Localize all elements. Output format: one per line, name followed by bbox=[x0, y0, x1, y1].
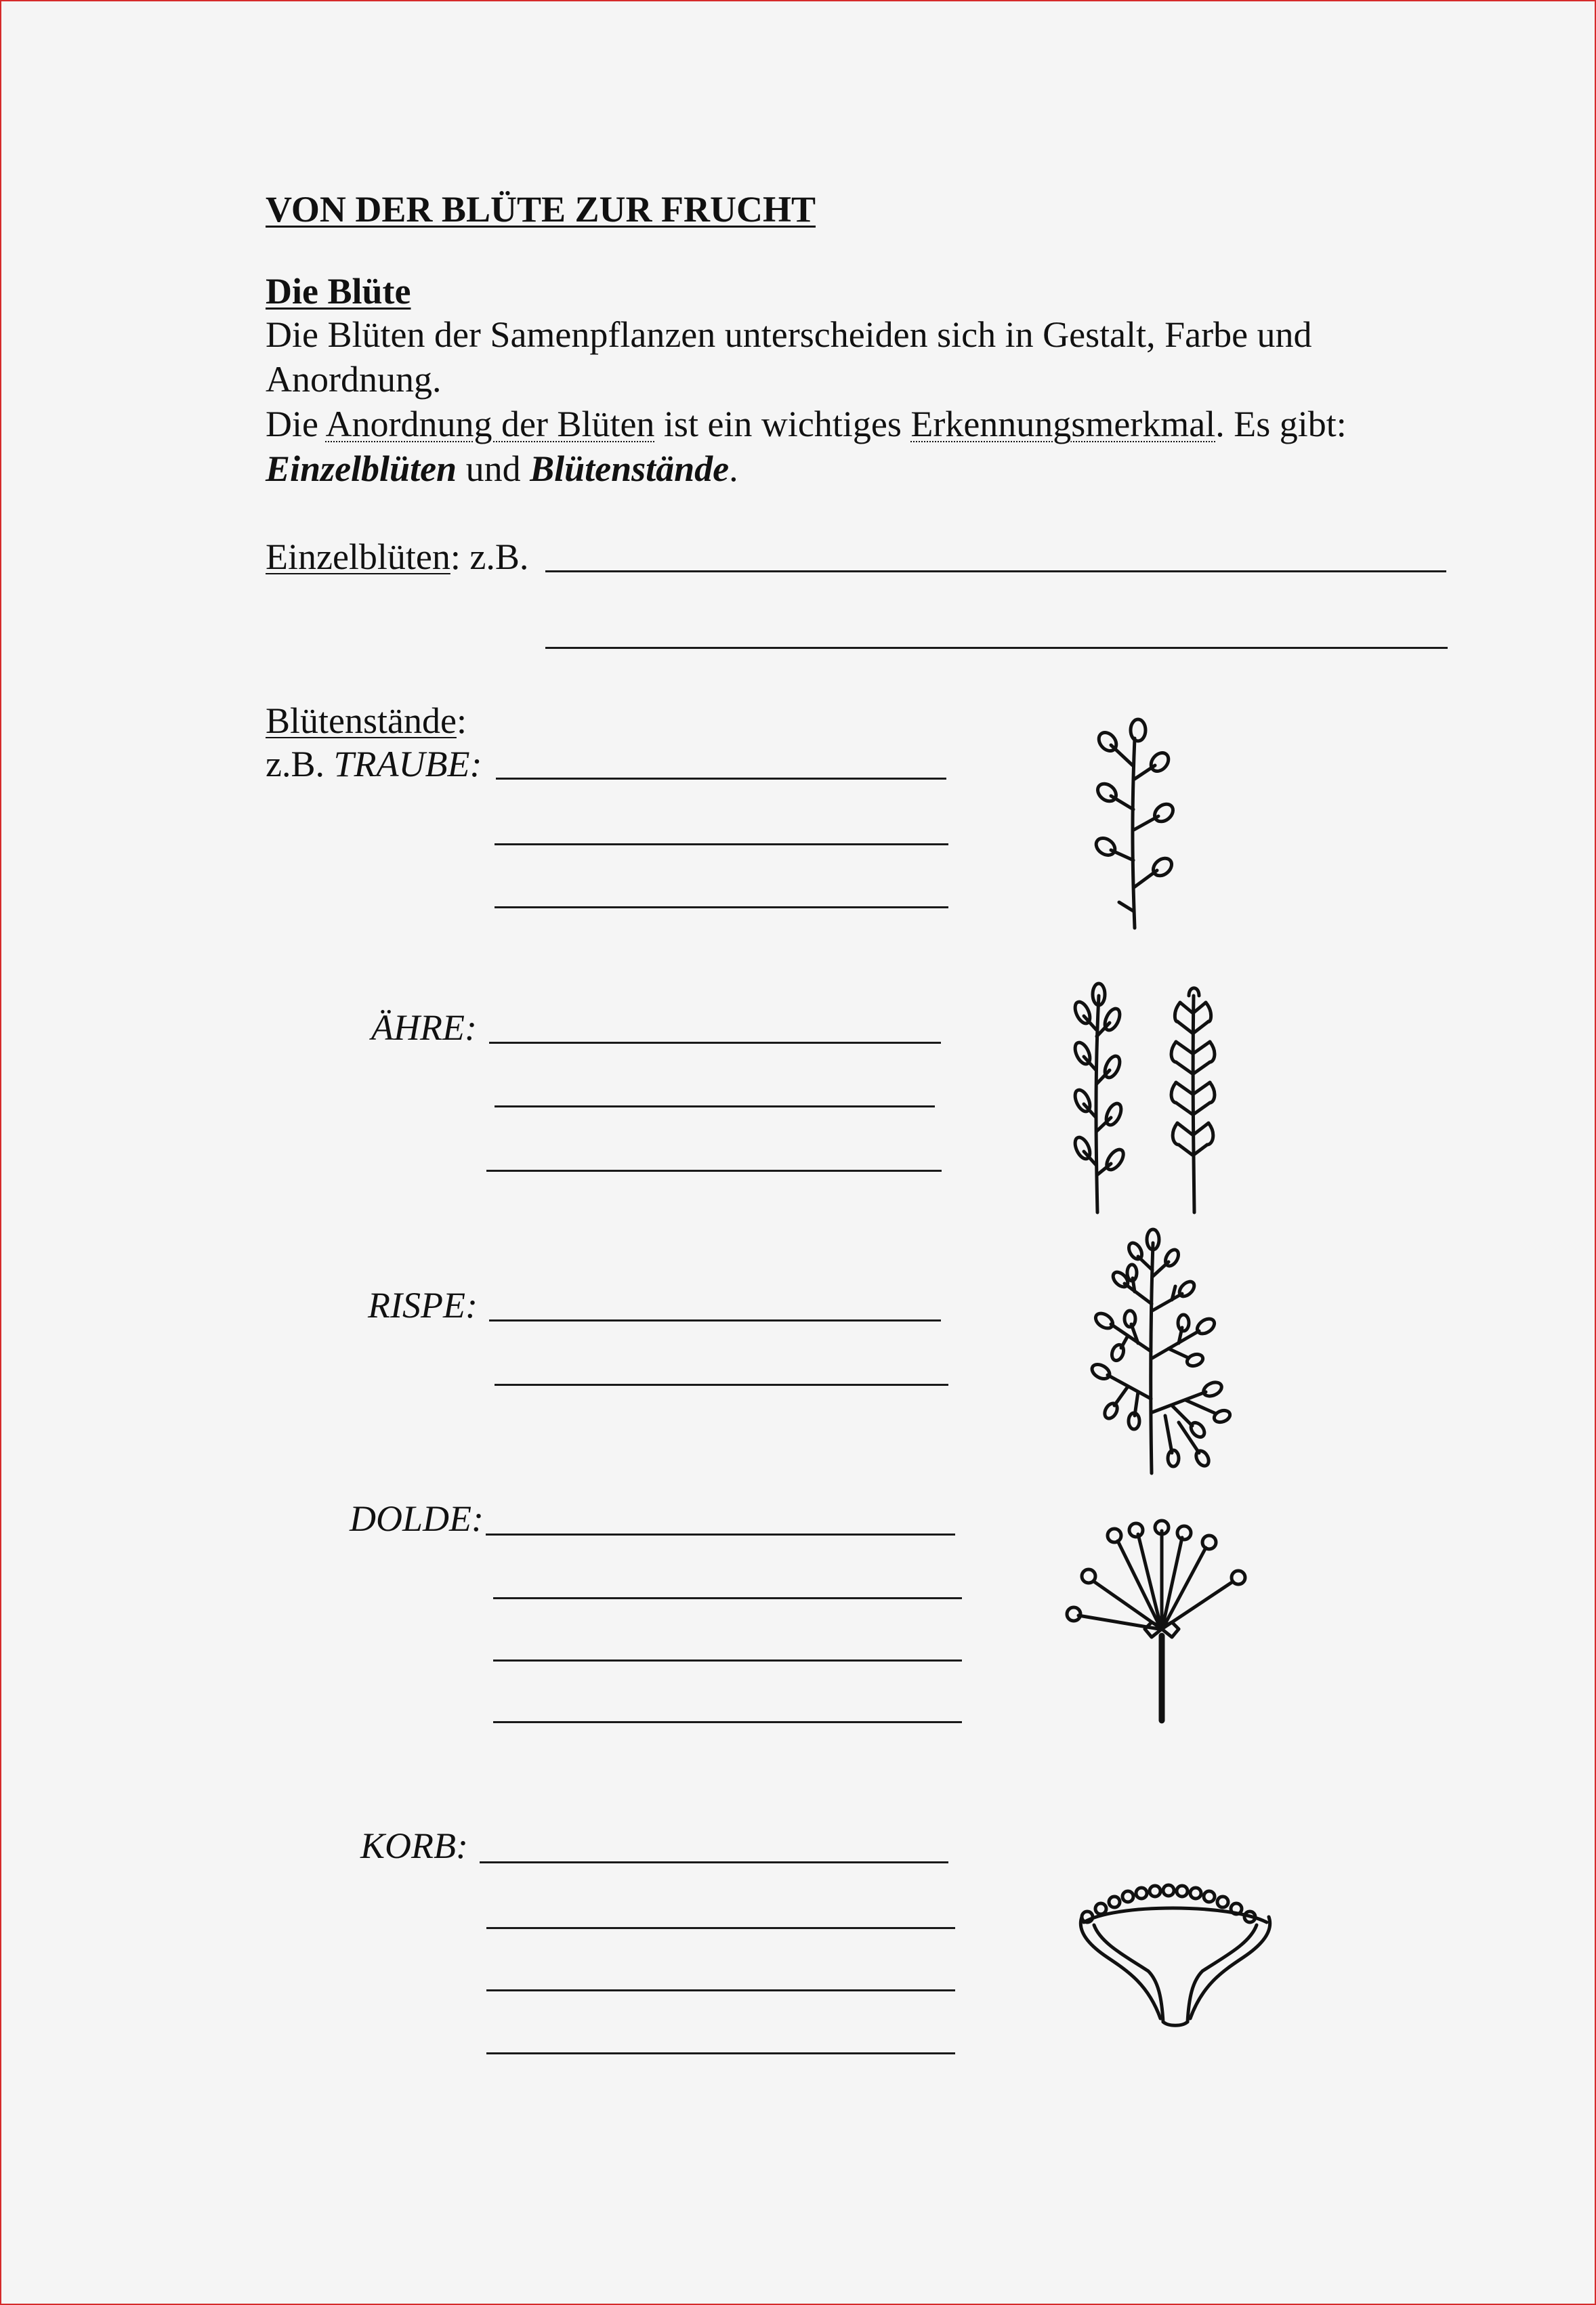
traube-label: TRAUBE: bbox=[333, 744, 482, 784]
dolde-illustration-icon bbox=[1070, 1527, 1253, 1724]
paragraph-line-3-suffix: . Es gibt: bbox=[1215, 404, 1347, 444]
paragraph-line-1: Die Blüten der Samenpflanzen unterscheiden sich in Gestalt, Farbe und bbox=[266, 314, 1312, 355]
bluetenstaende-term: Blütenstände bbox=[266, 700, 457, 741]
traube-answer-line-1[interactable] bbox=[496, 778, 946, 780]
paragraph-line-4-and: und bbox=[465, 448, 521, 489]
einzelblueten-label bbox=[266, 535, 528, 578]
rispe-illustration-icon bbox=[1070, 1229, 1240, 1480]
dolde-label: DOLDE: bbox=[350, 1498, 484, 1539]
korb-answer-line-2[interactable] bbox=[486, 1927, 955, 1929]
aehre-answer-line-1[interactable] bbox=[489, 1042, 941, 1044]
aehre-answer-line-2[interactable] bbox=[495, 1105, 935, 1107]
term-einzelblueten: Einzelblüten bbox=[266, 448, 457, 489]
traube-answer-line-3[interactable] bbox=[495, 906, 948, 908]
korb-answer-line-1[interactable] bbox=[480, 1861, 948, 1863]
paragraph-line-4-end: . bbox=[729, 448, 738, 489]
bluetenstaende-suffix: : bbox=[456, 700, 467, 741]
dolde-answer-line-4[interactable] bbox=[493, 1721, 962, 1723]
aehre-illustration-icon bbox=[1064, 982, 1226, 1219]
rispe-answer-line-2[interactable] bbox=[495, 1384, 948, 1386]
page-title: VON DER BLÜTE ZUR FRUCHT bbox=[266, 189, 816, 230]
term-bluetenstaende: Blütenstände bbox=[530, 448, 730, 489]
traube-zb: z.B. bbox=[266, 744, 324, 784]
einzelblueten-suffix: : z.B. bbox=[450, 536, 529, 577]
dolde-answer-line-1[interactable] bbox=[486, 1534, 955, 1536]
paragraph-line-4 bbox=[266, 447, 738, 490]
aehre-label: ÄHRE: bbox=[371, 1007, 477, 1048]
korb-label: KORB: bbox=[360, 1825, 468, 1866]
term-anordnung: Anordnung der Blüten bbox=[325, 404, 655, 444]
bluetenstaende-label bbox=[266, 699, 467, 742]
korb-illustration-icon bbox=[1074, 1869, 1277, 2032]
aehre-answer-line-3[interactable] bbox=[486, 1170, 942, 1172]
paragraph-line-3 bbox=[266, 402, 1347, 446]
paragraph-line-3-middle: ist ein wichtiges bbox=[663, 404, 902, 444]
rispe-label: RISPE: bbox=[368, 1285, 478, 1326]
dolde-answer-line-2[interactable] bbox=[493, 1597, 962, 1599]
einzelblueten-term: Einzelblüten bbox=[266, 536, 450, 577]
paragraph-line-2: Anordnung. bbox=[266, 359, 442, 400]
rispe-answer-line-1[interactable] bbox=[489, 1319, 941, 1321]
traube-answer-line-2[interactable] bbox=[495, 843, 948, 845]
einzelblueten-answer-line-1[interactable] bbox=[545, 570, 1446, 572]
korb-answer-line-4[interactable] bbox=[486, 2052, 955, 2054]
traube-illustration-icon bbox=[1070, 718, 1192, 935]
traube-row-label bbox=[266, 742, 482, 786]
einzelblueten-answer-line-2[interactable] bbox=[545, 647, 1448, 649]
dolde-answer-line-3[interactable] bbox=[493, 1659, 962, 1662]
section-heading: Die Blüte bbox=[266, 271, 411, 312]
korb-answer-line-3[interactable] bbox=[486, 1989, 955, 1991]
term-erkennungsmerkmal: Erkennungsmerkmal bbox=[910, 404, 1216, 444]
paragraph-line-3-prefix: Die bbox=[266, 404, 318, 444]
